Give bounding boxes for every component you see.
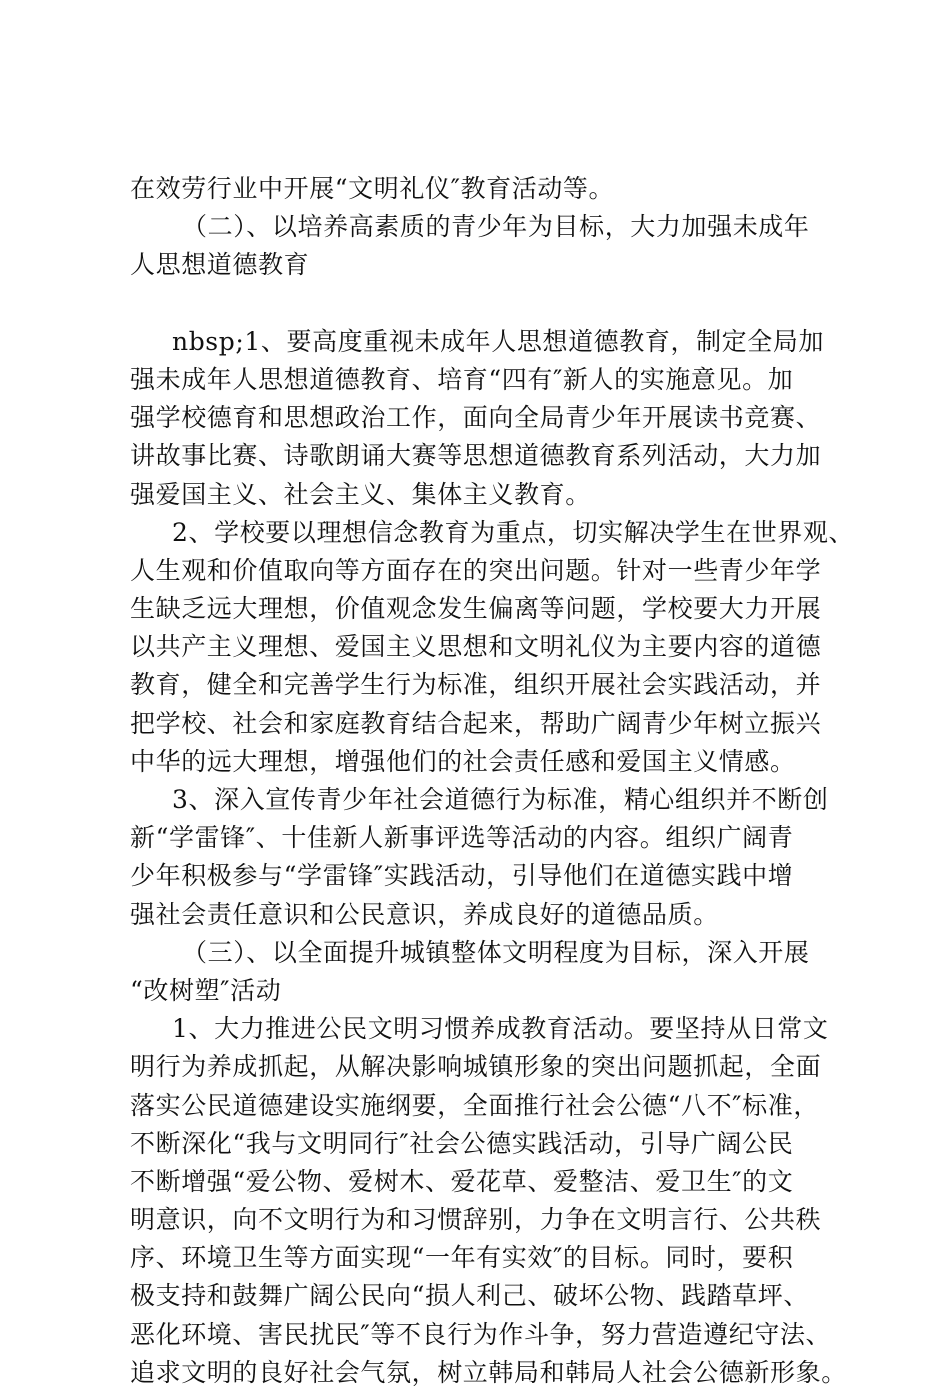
text-line: 教育，健全和完善学生行为标准，组织开展社会实践活动，并 bbox=[130, 670, 822, 700]
section-heading-continued: 人思想道德教育 bbox=[130, 250, 310, 280]
text-line: 以共产主义理想、爱国主义思想和文明礼仪为主要内容的道德 bbox=[130, 632, 822, 662]
text-line: 强社会责任意识和公民意识，养成良好的道德品质。 bbox=[130, 899, 719, 929]
text-line: 明行为养成抓起，从解决影响城镇形象的突出问题抓起，全面 bbox=[130, 1052, 822, 1082]
text-line: 不断深化“我与文明同行″社会公德实践活动，引导广阔公民 bbox=[130, 1128, 794, 1158]
text-line: 生缺乏远大理想，价值观念发生偏离等问题，学校要大力开展 bbox=[130, 594, 822, 624]
text-line: 强未成年人思想道德教育、培育“四有″新人的实施意见。加 bbox=[130, 364, 794, 394]
text-line: 强学校德育和思想政治工作，面向全局青少年开展读书竞赛、 bbox=[130, 403, 822, 433]
text-line: 落实公民道德建设实施纲要，全面推行社会公德“八不″标准， bbox=[130, 1090, 819, 1120]
text-line: 讲故事比赛、诗歌朗诵大赛等思想道德教育系列活动，大力加 bbox=[130, 441, 822, 471]
text-line: 把学校、社会和家庭教育结合起来，帮助广阔青少年树立振兴 bbox=[130, 708, 822, 738]
text-line: 明意识，向不文明行为和习惯辞别，力争在文明言行、公共秩 bbox=[130, 1205, 822, 1235]
text-line: 中华的远大理想，增强他们的社会责任感和爱国主义情感。 bbox=[130, 746, 796, 776]
text-line: 强爱国主义、社会主义、集体主义教育。 bbox=[130, 479, 591, 509]
paragraph-gap bbox=[130, 285, 845, 323]
text-line: 序、环境卫生等方面实现“一年有实效″的目标。同时，要积 bbox=[130, 1243, 794, 1273]
text-line: 3、深入宣传青少年社会道德行为标准，精心组织并不断创 bbox=[172, 785, 829, 814]
text-line: 新“学雷锋″、十佳新人新事评选等活动的内容。组织广阔青 bbox=[130, 823, 794, 853]
section-heading-continued: “改树塑″活动 bbox=[130, 975, 282, 1005]
section-heading: （三）、以全面提升城镇整体文明程度为目标，深入开展 bbox=[182, 937, 810, 967]
document-body bbox=[130, 170, 855, 1392]
text-line: 2、学校要以理想信念教育为重点，切实解决学生在世界观、 bbox=[172, 517, 855, 547]
text-line: 不断增强“爱公物、爱树木、爱花草、爱整洁、爱卫生″的文 bbox=[130, 1166, 794, 1196]
text-line: 少年积极参与“学雷锋″实践活动，引导他们在道德实践中增 bbox=[130, 861, 794, 891]
text-line: 极支持和鼓舞广阔公民向“损人利己、破坏公物、践踏草坪、 bbox=[130, 1281, 809, 1311]
section-heading: （二）、以培养高素质的青少年为目标，大力加强未成年 bbox=[182, 212, 810, 242]
text-line: 1、大力推进公民文明习惯养成教育活动。要坚持从日常文 bbox=[172, 1014, 829, 1044]
text-line: 追求文明的良好社会气氛，树立韩局和韩局人社会公德新形象。 bbox=[130, 1357, 847, 1387]
text-line: 在效劳行业中开展“文明礼仪″教育活动等。 bbox=[130, 174, 615, 203]
text-line: nbsp;1、要高度重视未成年人思想道德教育，制定全局加 bbox=[172, 326, 825, 356]
text-line: 人生观和价值取向等方面存在的突出问题。针对一些青少年学 bbox=[130, 555, 822, 585]
text-line: 恶化环境、害民扰民″等不良行为作斗争，努力营造遵纪守法、 bbox=[130, 1319, 832, 1349]
